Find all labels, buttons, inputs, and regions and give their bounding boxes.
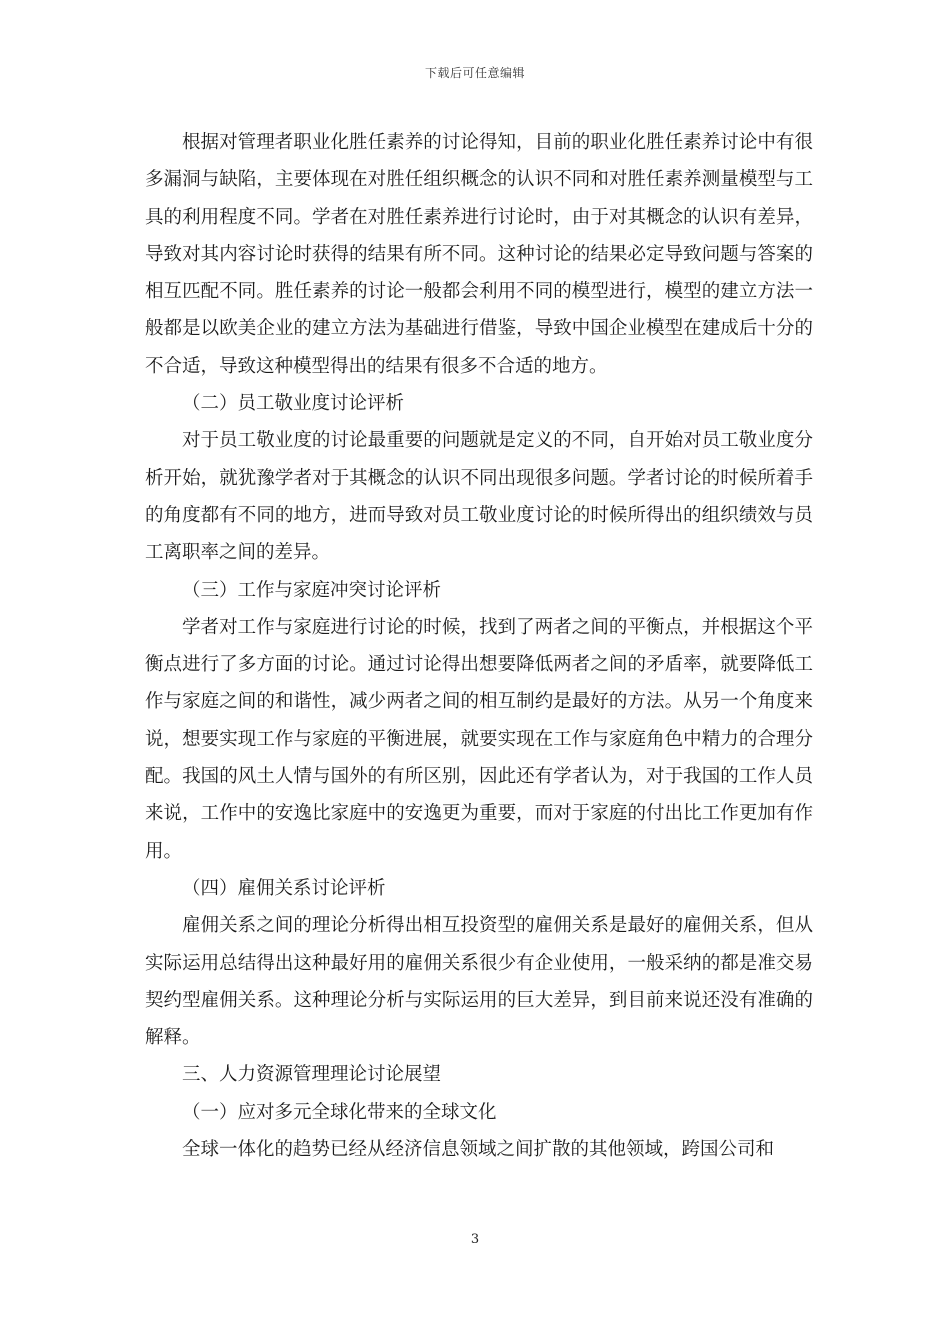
chapter-heading-outlook: 三、人力资源管理理论讨论展望 bbox=[182, 1064, 442, 1086]
paragraph-work-family: 学者对工作与家庭进行讨论的时候，找到了两者之间的平衡点，并根据这个平衡点进行了多方面的讨论。通过讨论得出想要降低两者之间的矛盾率，就要降低工作与家庭之间的和谐性，减少两者之间的相互制约是最好的方法。从另一个角度来说，想要实现工作与家庭的平衡进展，就要实现在工作与家庭角色中精力的合理分配。我国的风土人情与国外的有所区别，因此还有学者认为，对于我国的工作人员来说，工作中的安逸比家庭中的安逸更为重要，而对于家庭的付出比工作更加有作用。 bbox=[145, 616, 813, 862]
section-heading-globalization: （一）应对多元全球化带来的全球文化 bbox=[182, 1101, 497, 1123]
paragraph-employment: 雇佣关系之间的理论分析得出相互投资型的雇佣关系是最好的雇佣关系，但从实际运用总结得出这种最好用的雇佣关系很少有企业使用，一般采纳的都是准交易契约型雇佣关系。这种理论分析与实际运用的巨大差异，到目前来说还没有准确的解释。 bbox=[145, 915, 813, 1049]
section-heading-engagement: （二）员工敬业度讨论评析 bbox=[182, 393, 405, 415]
paragraph-competency-discussion: 根据对管理者职业化胜任素养的讨论得知，目前的职业化胜任素养讨论中有很多漏洞与缺陷，主要体现在对胜任组织概念的认识不同和对胜任素养测量模型与工具的利用程度不同。学者在对胜任素养进行讨论时，由于对其概念的认识有差异，导致对其内容讨论时获得的结果有所不同。这种讨论的结果必定导致问题与答案的相互匹配不同。胜任素养的讨论一般都会利用不同的模型进行，模型的建立方法一般都是以欧美企业的建立方法为基础进行借鉴，导致中国企业模型在建成后十分的不合适，导致这种模型得出的结果有很多不合适的地方。 bbox=[145, 132, 813, 377]
paragraph-globalization: 全球一体化的趋势已经从经济信息领域之间扩散的其他领域，跨国公司和 bbox=[182, 1139, 775, 1161]
section-heading-work-family: （三）工作与家庭冲突讨论评析 bbox=[182, 579, 442, 601]
page-header: 下载后可任意编辑 bbox=[424, 66, 525, 80]
section-heading-employment: （四）雇佣关系讨论评析 bbox=[182, 877, 386, 899]
page-number: 3 bbox=[470, 1232, 480, 1247]
document-body bbox=[145, 124, 813, 1168]
paragraph-engagement: 对于员工敬业度的讨论最重要的问题就是定义的不同，自开始对员工敬业度分析开始，就犹豫学者对于其概念的认识不同出现很多问题。学者讨论的时候所着手的角度都有不同的地方，进而导致对员工敬业度讨论的时候所得出的组织绩效与员工离职率之间的差异。 bbox=[145, 430, 813, 564]
